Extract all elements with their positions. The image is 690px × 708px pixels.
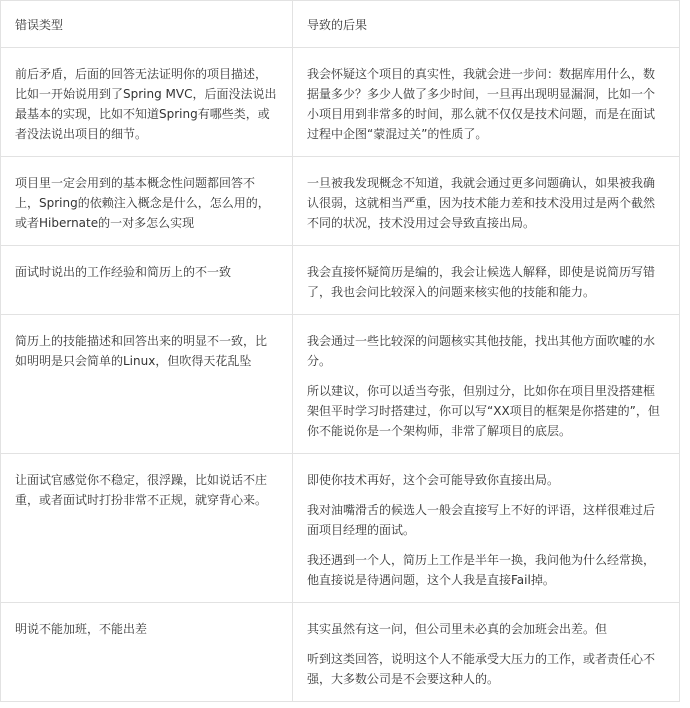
error-cell: 项目里一定会用到的基本概念性问题都回答不上，Spring的依赖注入概念是什么，怎么用的，或者Hibernate的一对多怎么实现: [1, 157, 293, 246]
consequence-paragraph: 我还遇到一个人，简历上工作是半年一换，我问他为什么经常换，他直接说是待遇问题，这个人我是直接Fail掉。: [307, 553, 656, 587]
table-row: [1, 603, 680, 702]
consequence-cell: [293, 603, 680, 702]
consequence-cell: [293, 454, 680, 603]
error-cell: 明说不能加班，不能出差: [1, 603, 293, 702]
consequence-paragraph: 我会通过一些比较深的问题核实其他技能，找出其他方面吹嘘的水分。: [307, 334, 656, 368]
error-cell: 前后矛盾，后面的回答无法证明你的项目描述，比如一开始说用到了Spring MVC，后面没法说出最基本的实现，比如不知道Spring有哪些类，或者没法说出项目的细节。: [1, 48, 293, 157]
consequence-cell: [293, 315, 680, 454]
table-row: [1, 157, 680, 246]
consequence-paragraph: 一旦被我发现概念不知道，我就会通过更多问题确认，如果被我确认很弱，这就相当严重，因为技术能力差和技术没用过是两个截然不同的状况，技术没用过会导致直接出局。: [307, 176, 656, 230]
header-error-type: 错误类型: [1, 1, 293, 48]
consequence-paragraph: 我会怀疑这个项目的真实性，我就会进一步问：数据库用什么，数据量多少？多少人做了多少时间，一旦再出现明显漏洞，比如一个小项目用到非常多的时间，那么就不仅仅是技术问题，而是在面试过程中企图“蒙混过关”的性质了。: [307, 67, 656, 141]
table-header-row: [1, 1, 680, 48]
consequence-cell: [293, 157, 680, 246]
consequence-paragraph: 所以建议，你可以适当夸张，但别过分，比如你在项目里没搭建框架但平时学习时搭建过，你可以写“XX项目的框架是你搭建的”，但你不能说你是一个架构师，非常了解项目的底层。: [307, 384, 660, 438]
consequence-paragraph: 我会直接怀疑简历是编的，我会让候选人解释，即使是说简历写错了，我也会问比较深入的问题来核实他的技能和能力。: [307, 265, 656, 299]
consequence-cell: [293, 48, 680, 157]
table-row: [1, 454, 680, 603]
consequence-paragraph: 听到这类回答，说明这个人不能承受大压力的工作，或者责任心不强，大多数公司是不会要这种人的。: [307, 652, 656, 686]
consequence-cell: [293, 246, 680, 315]
table-row: [1, 48, 680, 157]
consequence-paragraph: 我对油嘴滑舌的候选人一般会直接写上不好的评语，这样很难过后面项目经理的面试。: [307, 503, 656, 537]
error-cell: 让面试官感觉你不稳定，很浮躁，比如说话不庄重，或者面试时打扮非常不正规，就穿背心来。: [1, 454, 293, 603]
error-cell: 简历上的技能描述和回答出来的明显不一致，比如明明是只会简单的Linux，但吹得天花乱坠: [1, 315, 293, 454]
header-consequence: 导致的后果: [293, 1, 680, 48]
table-row: [1, 315, 680, 454]
error-cell: 面试时说出的工作经验和简历上的不一致: [1, 246, 293, 315]
consequence-paragraph: 其实虽然有这一问，但公司里未必真的会加班会出差。但: [307, 622, 608, 636]
table-row: [1, 246, 680, 315]
consequence-paragraph: 即使你技术再好，这个会可能导致你直接出局。: [307, 473, 560, 487]
